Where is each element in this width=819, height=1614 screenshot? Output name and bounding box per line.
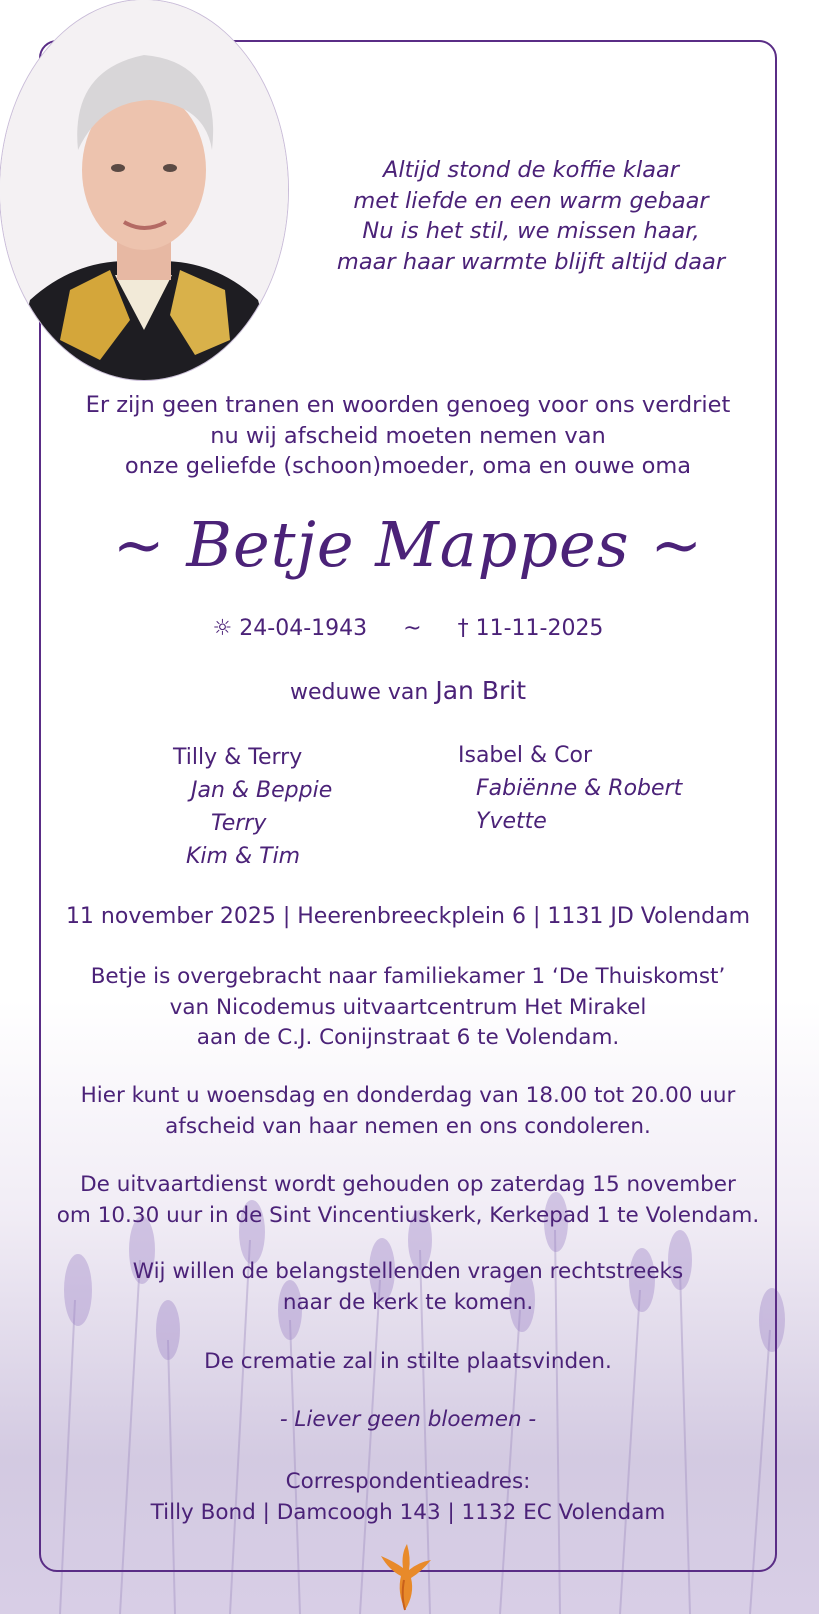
family-member: Isabel & Cor bbox=[458, 743, 593, 768]
home-address: 11 november 2025 | Heerenbreeckplein 6 | 1131 JD Volendam bbox=[65, 904, 751, 929]
visiting-paragraph bbox=[39, 1081, 777, 1142]
family-member: Yvette bbox=[476, 809, 547, 834]
request-paragraph bbox=[39, 1257, 777, 1318]
intro-line: Er zijn geen tranen en woorden genoeg voor ons verdriet bbox=[85, 392, 731, 418]
paragraph-line: Hier kunt u woensdag en donderdag van 18.00 tot 20.00 uur bbox=[80, 1083, 736, 1108]
poem-line: Nu is het stil, we missen haar, bbox=[362, 218, 700, 244]
poem-line: Altijd stond de koffie klaar bbox=[382, 157, 680, 183]
poem bbox=[316, 155, 746, 277]
transfer-paragraph bbox=[39, 962, 777, 1054]
widow-prefix: weduwe van bbox=[289, 680, 429, 705]
sun-icon: ☼ bbox=[212, 616, 233, 641]
correspondence-address: Tilly Bond | Damcoogh 143 | 1132 EC Volendam bbox=[150, 1499, 666, 1525]
paragraph-line: Betje is overgebracht naar familiekamer 1 ‘De Thuiskomst’ bbox=[90, 964, 726, 989]
family-member: Kim & Tim bbox=[186, 844, 301, 869]
family-left bbox=[173, 741, 332, 873]
paragraph-line: aan de C.J. Conijnstraat 6 te Volendam. bbox=[196, 1025, 620, 1050]
family-member: Jan & Beppie bbox=[191, 778, 333, 803]
intro-text bbox=[39, 390, 777, 482]
paragraph-line: Wij willen de belangstellenden vragen rechtstreeks bbox=[132, 1259, 684, 1284]
deceased-name: ~ Betje Mappes ~ bbox=[112, 508, 704, 581]
portrait-photo bbox=[0, 0, 288, 380]
dove-logo bbox=[375, 1540, 435, 1614]
life-dates bbox=[39, 614, 777, 644]
cremation-text: De crematie zal in stilte plaatsvinden. bbox=[204, 1349, 612, 1374]
poem-line: met liefde en een warm gebaar bbox=[353, 187, 709, 214]
family-member: Terry bbox=[211, 811, 267, 836]
family-member: Fabiënne & Robert bbox=[476, 776, 683, 801]
intro-line: nu wij afscheid moeten nemen van bbox=[210, 422, 606, 449]
paragraph-line: De uitvaartdienst wordt gehouden op zaterdag 15 november bbox=[80, 1172, 736, 1197]
poem-line: maar haar warmte blijft altijd daar bbox=[336, 248, 726, 275]
paragraph-line: om 10.30 uur in de Sint Vincentiuskerk, Kerkepad 1 te Volendam. bbox=[56, 1202, 760, 1228]
paragraph-line: afscheid van haar nemen en ons condoleren. bbox=[165, 1113, 651, 1139]
spouse-name: Jan Brit bbox=[435, 676, 527, 705]
paragraph-line: naar de kerk te komen. bbox=[282, 1289, 534, 1315]
paragraph-line: van Nicodemus uitvaartcentrum Het Mirakel bbox=[169, 994, 647, 1020]
widow-line bbox=[39, 676, 777, 708]
flowers-note: - Liever geen bloemen - bbox=[279, 1407, 537, 1432]
cross-icon: † bbox=[457, 616, 469, 641]
death-date: 11-11-2025 bbox=[475, 616, 604, 641]
service-paragraph bbox=[39, 1170, 777, 1231]
correspondence bbox=[39, 1467, 777, 1528]
birth-date: 24-04-1943 bbox=[239, 616, 368, 641]
intro-line: onze geliefde (schoon)moeder, oma en ouwe oma bbox=[124, 453, 692, 479]
family-right bbox=[458, 739, 682, 838]
family-member: Tilly & Terry bbox=[173, 745, 303, 770]
date-separator: ~ bbox=[403, 616, 422, 641]
correspondence-label: Correspondentieadres: bbox=[285, 1469, 531, 1494]
